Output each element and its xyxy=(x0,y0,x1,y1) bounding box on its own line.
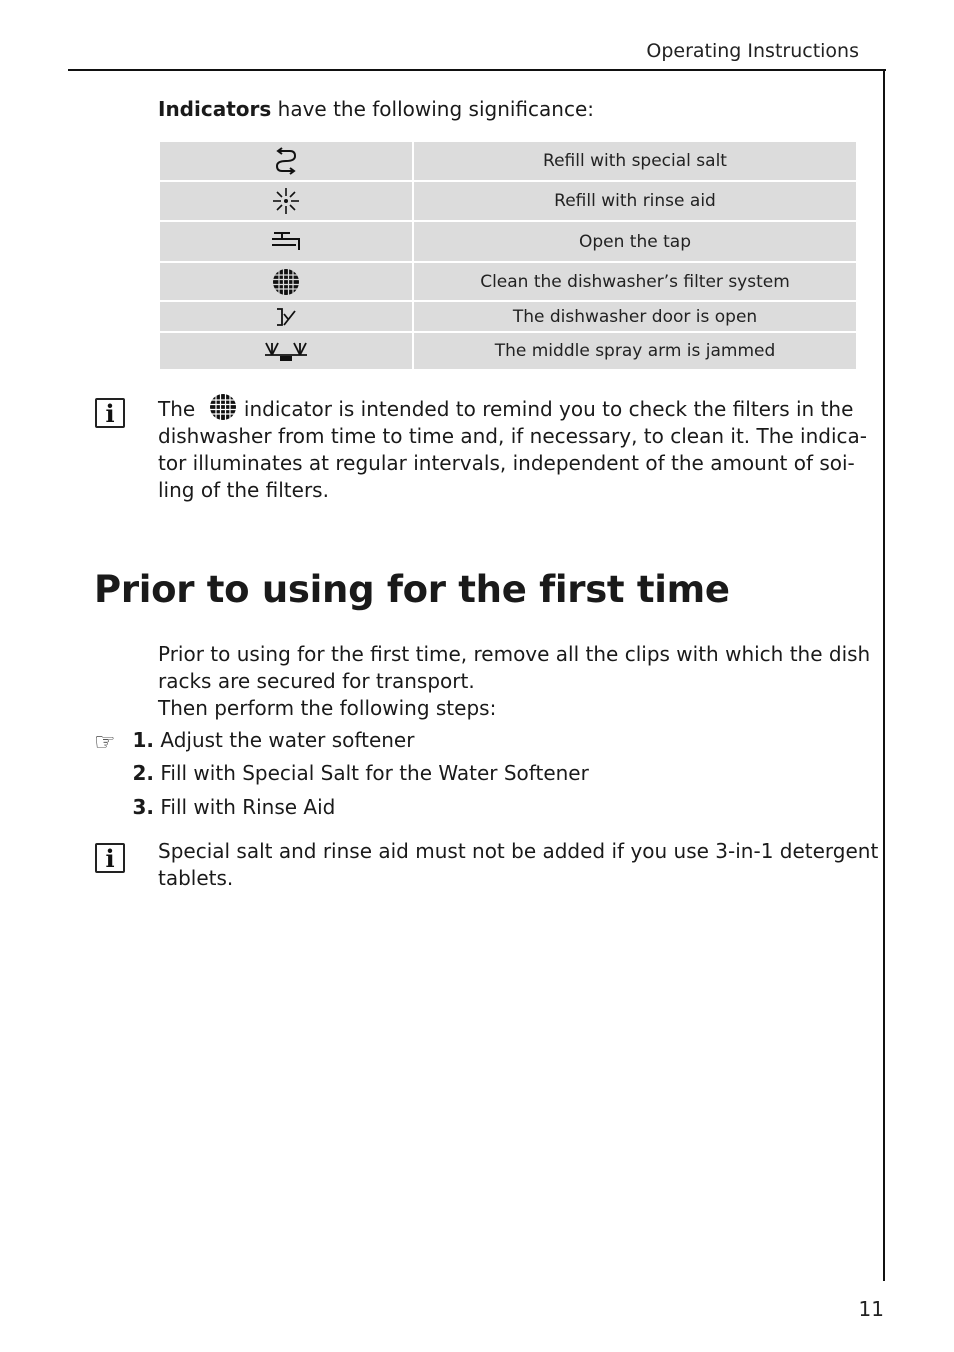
indicators-table xyxy=(158,140,858,371)
intro-rest: have the following significance: xyxy=(271,97,594,121)
intro-bold: Indicators xyxy=(158,97,272,121)
filter-note-text: indicator is intended to remind you to check the filters in the xyxy=(237,397,854,421)
indicator-icon-cell xyxy=(159,301,413,332)
step-number: 2. xyxy=(132,761,154,785)
filter-note-line: ling of the filters. xyxy=(158,478,329,502)
indicator-label: The dishwasher door is open xyxy=(413,301,857,332)
info-icon: i xyxy=(95,398,125,428)
indicator-icon-cell xyxy=(159,262,413,301)
indicators-intro xyxy=(158,97,594,121)
paragraph-line: racks are secured for transport. xyxy=(158,669,475,693)
section-paragraph xyxy=(158,641,870,722)
indicator-label: Clean the dishwasher’s filter system xyxy=(413,262,857,301)
indicator-row xyxy=(159,181,857,221)
note-line: Special salt and rinse aid must not be added if you use 3-in-1 detergent xyxy=(158,839,879,863)
step-number: 3. xyxy=(132,795,154,819)
running-header: Operating Instructions xyxy=(646,40,859,62)
step-item xyxy=(128,794,335,821)
filter-note xyxy=(158,392,867,504)
paragraph-line: Then perform the following steps: xyxy=(158,696,497,720)
filter-note-pre: The xyxy=(158,397,196,421)
filter-note-line xyxy=(158,392,867,423)
indicator-icon-cell xyxy=(159,221,413,262)
indicator-label: The middle spray arm is jammed xyxy=(413,332,857,370)
salt-refill-icon xyxy=(272,147,300,175)
step-number: 1. xyxy=(132,728,154,752)
info-icon: i xyxy=(95,843,125,873)
section-title: Prior to using for the first time xyxy=(94,568,730,611)
margin-rule xyxy=(883,69,885,1281)
tap-icon xyxy=(270,228,302,256)
indicator-label: Refill with rinse aid xyxy=(413,181,857,221)
indicator-row xyxy=(159,262,857,301)
door-open-icon xyxy=(274,306,298,328)
page-number: 11 xyxy=(858,1297,884,1321)
spray-arm-icon xyxy=(263,338,309,364)
indicator-label: Open the tap xyxy=(413,221,857,262)
step-text: Fill with Rinse Aid xyxy=(160,795,336,819)
indicator-label: Refill with special salt xyxy=(413,141,857,181)
step-text: Adjust the water softener xyxy=(160,728,415,752)
indicator-icon-cell xyxy=(159,181,413,221)
step-item xyxy=(128,727,414,754)
rinse-aid-icon xyxy=(271,186,301,216)
filter-icon xyxy=(271,267,301,297)
paragraph-line: Prior to using for the first time, remove all the clips with which the dish xyxy=(158,642,871,666)
detergent-note xyxy=(158,838,878,892)
filter-note-line: tor illuminates at regular intervals, independent of the amount of soi- xyxy=(158,451,855,475)
indicator-row xyxy=(159,141,857,181)
step-text: Fill with Special Salt for the Water Softener xyxy=(160,761,589,785)
indicator-icon-cell xyxy=(159,141,413,181)
step-item xyxy=(128,760,589,787)
filter-note-line: dishwasher from time to time and, if necessary, to clean it. The indica- xyxy=(158,424,868,448)
filter-icon xyxy=(208,392,238,422)
indicator-row xyxy=(159,301,857,332)
header-rule xyxy=(68,69,886,71)
pointing-hand-icon: ☞ xyxy=(94,728,116,756)
indicator-row xyxy=(159,332,857,370)
indicator-row xyxy=(159,221,857,262)
indicator-icon-cell xyxy=(159,332,413,370)
note-line: tablets. xyxy=(158,866,234,890)
